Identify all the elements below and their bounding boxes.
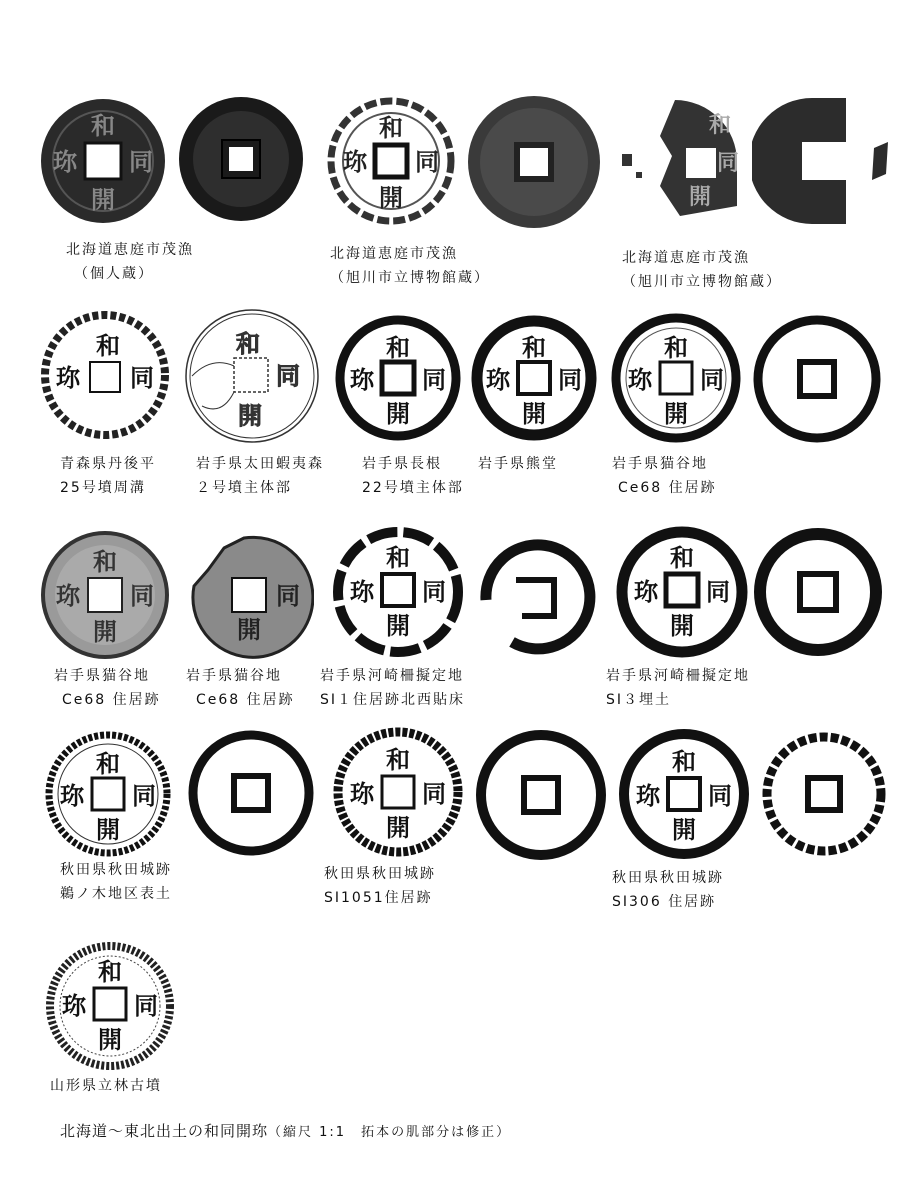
svg-text:同: 同 [129,147,153,176]
coin-caption: 秋田県秋田城跡 SI1051住居跡 [324,866,436,906]
svg-text:和: 和 [236,329,260,358]
coin-rubbing-obverse [330,724,466,860]
svg-text:開: 開 [93,617,117,646]
svg-text:開: 開 [98,1025,122,1054]
coin-caption: 北海道恵庭市茂漁 （個人蔵） [66,242,194,282]
svg-text:和: 和 [96,331,120,360]
svg-text:珎: 珎 [60,781,84,810]
svg-text:珎: 珎 [350,577,374,606]
coin-caption: 岩手県熊堂 [478,456,558,472]
svg-text:開: 開 [379,183,403,212]
coin-rubbing-reverse [474,728,608,862]
coin-rubbing-obverse [610,312,742,444]
svg-text:珎: 珎 [486,365,510,394]
figure-caption-title: 北海道〜東北出土の和同開珎 [60,1122,269,1140]
svg-text:珎: 珎 [343,147,367,176]
coin-rubbing-obverse [334,314,462,442]
svg-text:和: 和 [93,547,117,576]
svg-text:開: 開 [664,399,688,428]
figure-caption [60,1120,511,1141]
coin-rubbing-obverse [40,310,170,440]
svg-text:開: 開 [386,813,410,842]
svg-text:珎: 珎 [628,365,652,394]
svg-text:同: 同 [130,363,154,392]
svg-text:同: 同 [422,779,446,808]
svg-text:和: 和 [386,543,410,572]
svg-text:開: 開 [96,815,120,844]
coin-caption: 秋田県秋田城跡 鵜ノ木地区表土 [60,862,172,902]
coin-caption: 秋田県秋田城跡 SI306 住居跡 [612,870,724,910]
coin-rubbing-reverse [760,730,888,858]
svg-text:珎: 珎 [634,577,658,606]
svg-text:開: 開 [237,615,261,644]
svg-text:和: 和 [670,543,694,572]
svg-text:和: 和 [708,112,732,138]
svg-text:珎: 珎 [53,147,77,176]
coin-rubbing-obverse [616,726,752,862]
coin-caption: 北海道恵庭市茂漁 （旭川市立博物館蔵） [622,250,782,290]
svg-text:同: 同 [276,361,300,390]
svg-text:同: 同 [422,365,446,394]
coin-caption: 山形県立林古墳 [50,1078,162,1094]
svg-text:和: 和 [522,333,546,362]
coin-rubbing-obverse [470,314,598,442]
svg-text:和: 和 [98,957,122,986]
coin-rubbing-reverse [464,92,604,232]
svg-text:珎: 珎 [56,581,80,610]
svg-text:同: 同 [716,150,740,176]
coin-rubbing-obverse [38,96,168,226]
coin-caption: 岩手県太田蝦夷森 ２号墳主体部 [196,456,324,496]
svg-text:珎: 珎 [56,363,80,392]
coin-rubbing-obverse [38,528,172,662]
coin-caption: 岩手県長根 22号墳主体部 [362,456,464,496]
svg-text:開: 開 [522,399,546,428]
coin-rubbing-reverse-fragment [752,96,892,226]
coin-rubbing-obverse [330,524,466,660]
svg-text:開: 開 [386,611,410,640]
coin-rubbing-obverse-fragment [184,530,314,660]
svg-text:和: 和 [379,113,403,142]
coin-outline-drawing [182,306,322,446]
svg-text:和: 和 [664,333,688,362]
svg-text:同: 同 [276,581,300,610]
svg-text:開: 開 [688,184,712,210]
coin-caption: 岩手県猫谷地 Ce68 住居跡 [186,668,295,708]
svg-text:同: 同 [558,365,582,394]
coin-rubbing-obverse-fragment [620,96,746,226]
coin-caption: 青森県丹後平 25号墳周溝 [60,456,156,496]
coin-rubbing-reverse [472,530,602,660]
svg-text:和: 和 [672,747,696,776]
svg-text:和: 和 [386,745,410,774]
coin-rubbing-obverse [42,728,174,860]
svg-text:珎: 珎 [350,779,374,808]
coin-caption: 岩手県河崎柵擬定地 SI１住居跡北西貼床 [320,668,466,708]
svg-text:同: 同 [415,147,439,176]
svg-text:同: 同 [422,577,446,606]
coin-rubbing-obverse [326,96,456,226]
coin-caption: 北海道恵庭市茂漁 （旭川市立博物館蔵） [330,246,490,286]
figure-caption-note: （縮尺 1:1 拓本の肌部分は修正） [268,1125,512,1140]
coin-rubbing-obverse [614,524,750,660]
svg-text:開: 開 [91,185,115,214]
svg-text:開: 開 [238,401,262,430]
svg-text:同: 同 [132,781,156,810]
svg-text:同: 同 [706,577,730,606]
coin-caption: 岩手県河崎柵擬定地 SI３埋土 [606,668,750,708]
svg-text:和: 和 [96,749,120,778]
svg-text:同: 同 [708,781,732,810]
coin-caption: 岩手県猫谷地 Ce68 住居跡 [54,668,161,708]
svg-text:和: 和 [386,333,410,362]
svg-text:開: 開 [670,611,694,640]
coin-rubbing-reverse [176,94,306,224]
coin-rubbing-reverse [752,526,884,658]
svg-text:和: 和 [91,111,115,140]
coin-rubbing-obverse [42,938,178,1074]
svg-text:開: 開 [386,399,410,428]
svg-text:開: 開 [672,815,696,844]
svg-text:同: 同 [700,365,724,394]
svg-text:珎: 珎 [636,781,660,810]
coin-rubbing-reverse [186,728,316,858]
svg-text:珎: 珎 [350,365,374,394]
svg-text:珎: 珎 [62,991,86,1020]
svg-text:同: 同 [134,991,158,1020]
svg-text:同: 同 [130,581,154,610]
coin-caption: 岩手県猫谷地 Ce68 住居跡 [612,456,717,496]
coin-rubbing-reverse [752,314,882,444]
